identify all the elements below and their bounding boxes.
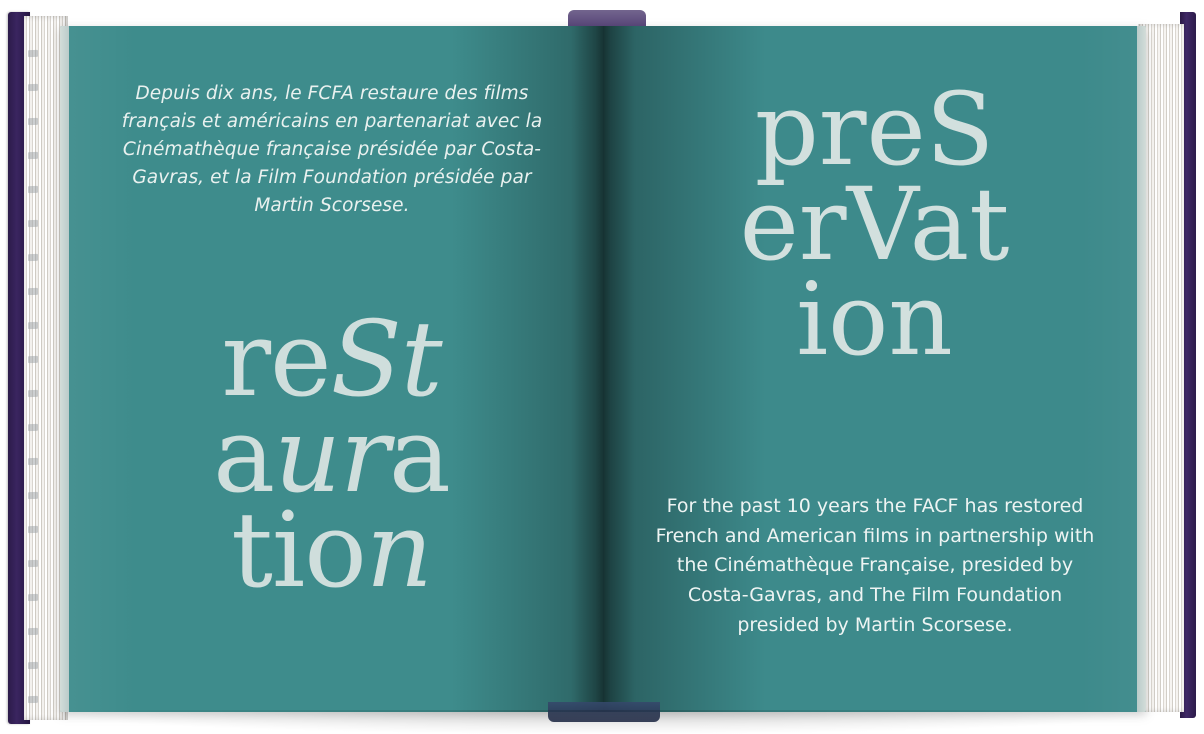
edge-mark	[28, 322, 38, 329]
edge-mark	[28, 186, 38, 193]
edge-mark	[28, 458, 38, 465]
title-line-2: aura	[213, 393, 450, 516]
left-page	[60, 26, 603, 712]
title-line-1: reSt	[221, 298, 442, 420]
edge-mark	[28, 662, 38, 669]
edge-mark	[28, 492, 38, 499]
edge-mark	[28, 390, 38, 397]
french-intro-paragraph: Depuis dix ans, le FCFA restaure des films français et américains en partenariat avec la Cinémathèque française présidée par Costa-Gavras, et la Film Foundation présidée par Martin Scorsese.	[121, 83, 543, 217]
edge-mark	[28, 220, 38, 227]
page-edge-marks	[26, 50, 40, 690]
book-spine-bottom	[548, 702, 660, 722]
edge-mark	[28, 356, 38, 363]
edge-mark	[28, 424, 38, 431]
title-line-2: erVat	[739, 166, 1010, 283]
edge-mark	[28, 118, 38, 125]
edge-mark	[28, 152, 38, 159]
edge-mark	[28, 696, 38, 703]
book-spine-top	[568, 10, 646, 26]
title-line-3: tion	[231, 489, 432, 612]
edge-mark	[28, 628, 38, 635]
edge-mark	[28, 288, 38, 295]
right-page-title	[603, 71, 1146, 378]
left-page-title	[60, 298, 603, 612]
title-line-3: ion	[796, 261, 953, 378]
edge-mark	[28, 84, 38, 91]
edge-mark	[28, 50, 38, 57]
right-page	[603, 26, 1146, 712]
title-line-1: preS	[754, 71, 995, 188]
book-spread	[60, 26, 1146, 712]
english-intro-paragraph: For the past 10 years the FACF has restored French and American films in partnership with the Cinémathèque Française, presided by Costa-Gavras, and The Film Foundation presided by Martin Scorsese.	[655, 495, 1095, 636]
open-book	[8, 10, 1196, 726]
edge-mark	[28, 526, 38, 533]
edge-mark	[28, 560, 38, 567]
edge-mark	[28, 594, 38, 601]
edge-mark	[28, 254, 38, 261]
